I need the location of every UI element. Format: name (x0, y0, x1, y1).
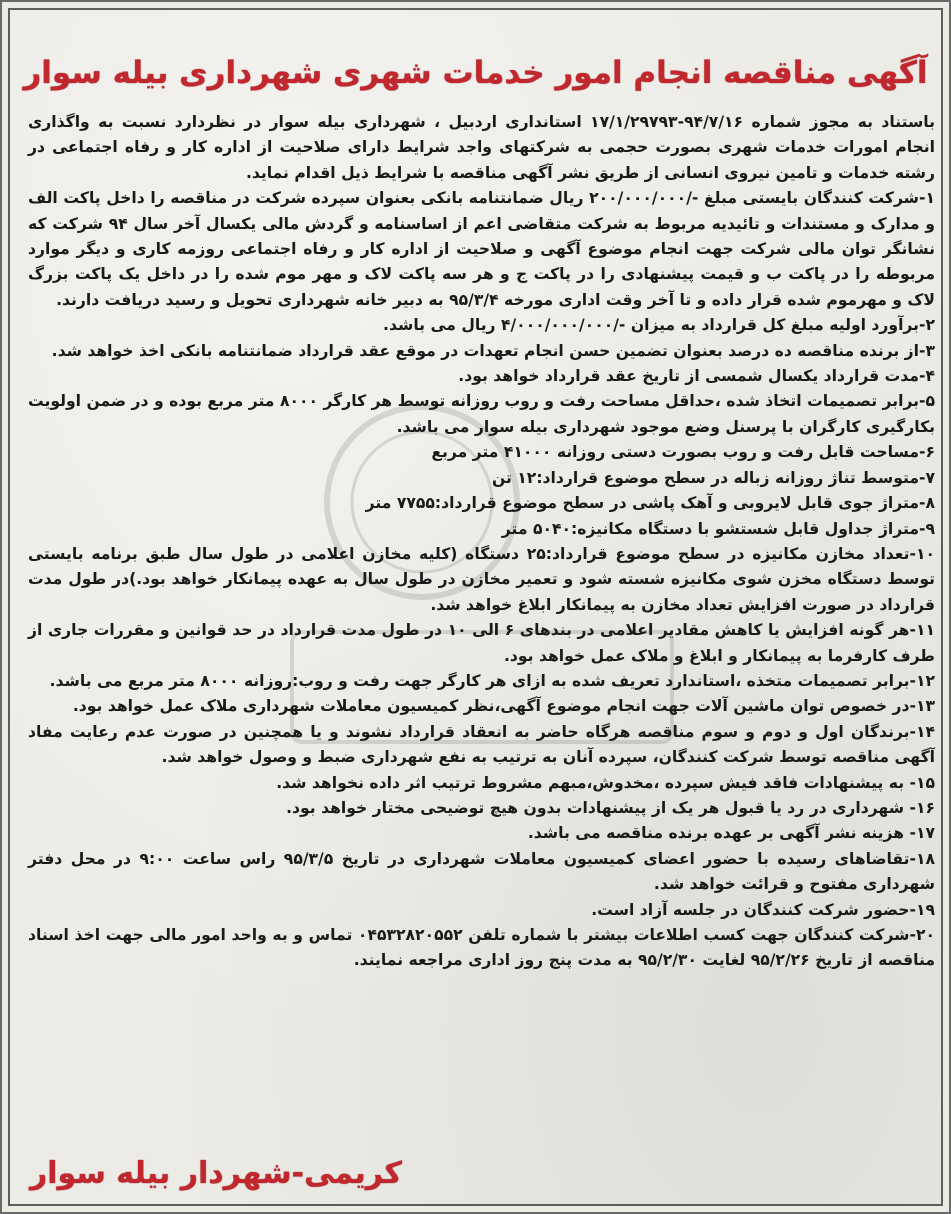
notice-item: ۱۷- هزینه نشر آگهی بر عهده برنده مناقصه می باشد. (527, 824, 935, 843)
notice-item: ۱۱-هر گونه افزایش یا کاهش مقادیر اعلامی در بندهای ۶ الی ۱۰ در طول مدت قرارداد در حد قوانین و مقررات جاری از طرف کارفرما به پیمانکار و ابلاغ و ملاک عمل خواهد بود. (28, 621, 935, 665)
notice-item: ۱۸-تقاضاهای رسیده با حضور اعضای کمیسیون معاملات شهرداری در تاریخ ۹۵/۳/۵ راس ساعت ۹:۰۰ در محل دفتر شهرداری مفتوح و قرائت خواهد شد. (28, 849, 936, 894)
notice-item: ۱۳-در خصوص توان ماشین آلات جهت انجام موضوع آگهی،نظر کمیسیون معاملات شهرداری ملاک عمل خواهد بود. (72, 697, 935, 716)
notice-item: ۱۲-برابر تصمیمات متخذه ،استاندارد تعریف شده به ازای هر کارگر جهت رفت و روب:روزانه ۸۰۰۰ متر مربع می باشد. (49, 671, 935, 690)
notice-item: ۶-مساحت قابل رفت و روب بصورت دستی روزانه ۴۱۰۰۰ متر مربع (431, 443, 935, 462)
notice-intro: باستناد به مجوز شماره ۹۴/۷/۱۶-۱۷/۱/۲۹۷۹۳ استانداری اردبیل ، شهرداری بیله سوار در نظردارد نسبت به واگذاری انجام امورات خدمات شهری بصورت حجمی به شرکتهای واجد شرایط دارای صلاحیت از اداره کار و رفاه اجتماعی در رشته خدمات و تامین نیروی انسانی از طریق نشر آگهی مناقصه با شرایط ذیل اقدام نماید. (28, 113, 935, 182)
notice-item: ۲-برآورد اولیه مبلغ کل قرارداد به میزان -/۴/۰۰۰/۰۰۰/۰۰۰ ریال می باشد. (383, 316, 935, 335)
notice-item: ۵-برابر تصمیمات اتخاذ شده ،حداقل مساحت رفت و روب روزانه توسط هر کارگر ۸۰۰۰ متر مربع بوده و در ضمن اولویت بکارگیری کارگران با پرسنل وضع موجود شهرداری بیله سوار می باشد. (28, 392, 936, 436)
notice-item: ۳-از برنده مناقصه ده درصد بعنوان تضمین حسن انجام تعهدات در موقع عقد قرارداد ضمانتنامه بانکی اخذ خواهد شد. (51, 341, 935, 360)
notice-item: ۱-شرکت کنندگان بایستی مبلغ -/۲۰۰/۰۰۰/۰۰۰ ریال ضمانتنامه بانکی بعنوان سپرده شرکت در مناقصه را داخل پاکت الف و مدارک و مستندات و تائیدیه مربوط به شرکت متقاضی اعم از اساسنامه و گردش مالی یکسال آخر سال ۹۴ شرکت که نشانگر توان مالی شرکت جهت انجام موضوع آگهی و صلاحیت از اداره کار و رفاه اجتماعی روزمه کاری و دیگر موارد مربوطه را در پاکت ب و قیمت پیشنهادی را در پاکت ج و هر سه پاکت لاک و مهر موم شده را در داخل یک پاکت بزرگ لاک و مهرموم شده قرار داده و تا آخر وقت اداری مورخه ۹۵/۳/۴ به دبیر خانه شهرداری تحویل و رسید دریافت دارند. (28, 189, 936, 309)
notice-item: ۱۹-حضور شرکت کنندگان در جلسه آزاد است. (591, 900, 935, 919)
notice-item: ۲۰-شرکت کنندگان جهت کسب اطلاعات بیشتر با شماره تلفن ۰۴۵۳۲۸۲۰۵۵۲ تماس و به واحد امور مالی جهت اخذ اسناد مناقصه از تاریخ ۹۵/۲/۲۶ لغایت ۹۵/۲/۳۰ به مدت پنج روز اداری مراجعه نمایند. (28, 926, 936, 970)
notice-item: ۱۴-برندگان اول و دوم و سوم مناقصه هرگاه حاضر به انعقاد قرارداد نشوند و یا همچنین در صورت عدم رعایت مفاد آگهی مناقصه توسط شرکت کنندگان، سپرده آنان به ترتیب به نفع شهرداری ضبط و وصول خواهد شد. (28, 722, 935, 767)
notice-item: ۱۰-تعداد مخازن مکانیزه در سطح موضوع قرارداد:۲۵ دستگاه (کلیه مخازن اعلامی در طول سال طبق برنامه بایستی توسط دستگاه مخزن شوی مکانیزه شسته شود و تعمیر مخازن در طول سال به عهده پیمانکار خواهد بود.)در طول مدت قرارداد در صورت افزایش تعداد مخازن به پیمانکار ابلاغ خواهد شد. (28, 544, 935, 614)
notice-item: ۷-متوسط تناژ روزانه زباله در سطح موضوع قرارداد:۱۲ تن (491, 468, 935, 487)
notice-body (28, 110, 935, 974)
notice-item: ۸-متراژ جوی قابل لایروبی و آهک پاشی در سطح موضوع قرارداد:۷۷۵۵ متر (365, 494, 935, 513)
notice-item: ۱۵- به پیشنهادات فاقد فیش سپرده ،مخدوش،مبهم مشروط ترتیب اثر داده نخواهد شد. (276, 773, 935, 792)
notice-item: ۱۶- شهرداری در رد یا قبول هر یک از پیشنهادات بدون هیچ توضیحی مختار خواهد بود. (286, 798, 935, 817)
notice-title: آگهی مناقصه انجام امور خدمات شهری شهرداری بیله سوار (23, 55, 928, 91)
notice-item: ۹-متراژ جداول قابل شستشو با دستگاه مکانیزه:۵۰۴۰ متر (501, 519, 935, 538)
notice-item: ۴-مدت قرارداد یکسال شمسی از تاریخ عقد قرارداد خواهد بود. (458, 367, 935, 386)
mayor-signature: کریمی-شهردار بیله سوار (30, 1156, 402, 1191)
